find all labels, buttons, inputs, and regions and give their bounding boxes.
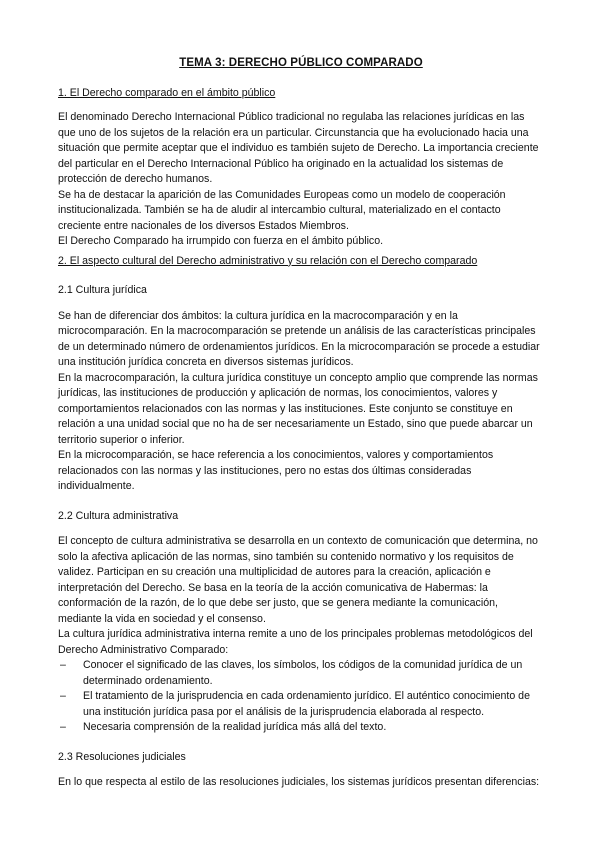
subsection-2-1-paragraph-3: En la microcomparación, se hace referencia a los conocimientos, valores y comportamientos relacionados con las normas y las instituciones, pero no estas dos últimas consideradas individualmente. (58, 449, 494, 492)
list-item-text: El tratamiento de la jurisprudencia en cada ordenamiento jurídico. El auténtico conocimiento de una institución jurídica pasa por el análisis de la jurisprudencia elaborada al respecto. (83, 690, 530, 718)
section-1-heading: 1. El Derecho comparado en el ámbito público (58, 86, 276, 99)
document-title: TEMA 3: DERECHO PÚBLICO COMPARADO (179, 57, 423, 69)
subsection-2-1-paragraph-2: En la macrocomparación, la cultura jurídica constituye un concepto amplio que comprende las normas jurídicas, las instituciones de producción y aplicación de normas, los conocimientos, valores y comportamientos relacionados con las normas y las instituciones. Este conjunto se constituye en relación a una unidad social que no ha de ser necesariamente un Estado, sino que puede abarcar un territorio superior o inferior. (58, 371, 538, 446)
subsection-2-2-paragraph-2: La cultura jurídica administrativa interna remite a uno de los principales problemas metodológicos del Derecho Administrativo Comparado: (58, 628, 533, 656)
subsection-2-1-paragraph-1: Se han de diferenciar dos ámbitos: la cultura jurídica en la macrocomparación y en la microcomparación. En la macrocomparación se pretende un análisis de las características principales de un determinado número de ordenamientos jurídicos. En la microcomparación se procede a estudiar una institución jurídica concreta en diversos sistemas jurídicos. (58, 309, 540, 368)
subsection-2-2-heading: 2.2 Cultura administrativa (58, 509, 179, 522)
list-item (58, 720, 544, 736)
subsection-2-1-heading: 2.1 Cultura jurídica (58, 284, 147, 296)
dash-bullet: – (60, 721, 66, 733)
subsection-2-2-paragraph-1: El concepto de cultura administrativa se desarrolla en un contexto de comunicación que determina, no solo la afectiva aplicación de las normas, sino también su contenido normativo y los requisitos de validez. Participan en su creación una multiplicidad de autores para la creación, aplicación e interpretación del Derecho. Se basa en la teoría de la acción comunicativa de Habermas: la conformación de la razón, de lo que debe ser justo, que se genera mediante la comunicación, mediante la vida en sociedad y el consenso. (58, 535, 538, 625)
list-item-text: Conocer el significado de las claves, los símbolos, los códigos de la comunidad jurídica de un determinado ordenamiento. (83, 659, 523, 687)
list-item-text: Necesaria comprensión de la realidad jurídica más allá del texto. (83, 721, 387, 733)
section-1-paragraph-2: Se ha de destacar la aparición de las Comunidades Europeas como un modelo de cooperación institucionalizada. También se ha de aludir al intercambio cultural, materializado en el contacto creciente entre nacionales de los diversos Estados Miembros. (58, 188, 506, 232)
section-2-heading: 2. El aspecto cultural del Derecho administrativo y su relación con el Derecho comparado (58, 254, 478, 267)
list-item (58, 689, 544, 720)
dash-bullet: – (60, 659, 66, 671)
subsection-2-3-heading: 2.3 Resoluciones judiciales (58, 750, 186, 763)
dash-bullet: – (60, 690, 66, 702)
list-item (58, 658, 544, 689)
section-1-paragraph-3: El Derecho Comparado ha irrumpido con fuerza en el ámbito público. (58, 235, 384, 247)
subsection-2-3-paragraph-1: En lo que respecta al estilo de las resoluciones judiciales, los sistemas jurídicos presentan diferencias: (58, 776, 540, 788)
method-problems-list (58, 658, 544, 736)
section-1-paragraph-1: El denominado Derecho Internacional Público tradicional no regulaba las relaciones jurídicas en las que uno de los sujetos de la relación era un particular. Circunstancia que ha evolucionado hacia una situación que permite aceptar que el individuo es también sujeto de Derecho. La importancia creciente del particular en el Derecho Internacional Público ha originado en la actualidad los sistemas de protección de derecho humanos. (58, 111, 539, 185)
